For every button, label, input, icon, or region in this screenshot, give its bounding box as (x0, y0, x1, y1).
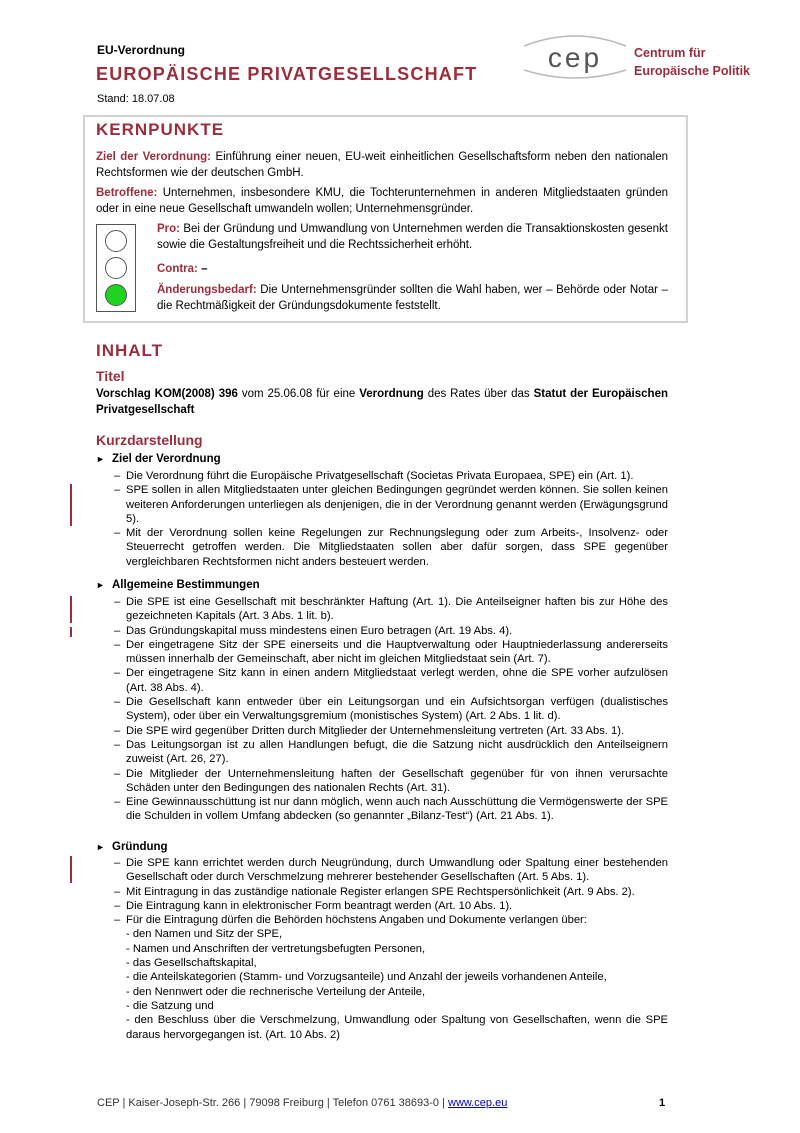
footer (97, 1097, 507, 1109)
titel-text (96, 387, 668, 418)
section-heading-ziel-text: Ziel der Verordnung (112, 453, 221, 465)
titel-verordnung: Verordnung (359, 388, 424, 400)
list-item: – SPE sollen in allen Mitgliedstaaten unter gleichen Bedingungen gegründet werden können. Sie sollen keinen weiteren Anforderungen unterliegen als denjenigen, die in der Verordnung genannt werden (Erwägungsgrund 5). (114, 483, 668, 526)
section-list-allgemein (114, 595, 668, 824)
sub-list-item: - das Gesellschaftskapital, (126, 957, 257, 970)
sub-list-item: - Namen und Anschriften der vertretungsbefugten Personen, (126, 942, 426, 955)
sub-list-item: - die Anteilskategorien (Stamm- und Vorzugsanteile) und Anzahl der jeweils vorhandenen Anteile, (126, 971, 607, 984)
list-item: – Die Mitglieder der Unternehmensleitung haften der Gesellschaft gegenüber für von ihnen verursachte Schäden unter den Bedingungen des nationalen Rechts (Art. 31). (114, 767, 668, 796)
org-name-line1: Centrum für (634, 46, 706, 60)
change-bar (70, 627, 72, 637)
section-list-ziel (114, 469, 668, 569)
aenderungsbedarf-paragraph (157, 283, 668, 314)
triangle-bullet-icon: ► (96, 580, 105, 590)
list-item-text: Für die Eintragung dürfen die Behörden höchstens Angaben und Dokumente verlangen über: (126, 914, 587, 927)
betroffene-label: Betroffene: (96, 187, 158, 199)
triangle-bullet-icon: ► (96, 454, 105, 464)
list-item: – Die Gesellschaft kann entweder über ein Leitungsorgan und ein Aufsichtsorgan verfügen (dualistisches System), oder über ein Verwaltungsgremium (monistisches System) (Art. 2 Abs. 1 lit. d). (114, 695, 668, 724)
eintragung-sublist (126, 927, 668, 1041)
titel-proposal: Vorschlag KOM(2008) 396 (96, 388, 238, 400)
list-item: – Die SPE wird gegenüber Dritten durch Mitglieder der Unternehmensleitung vertreten (Art. 33 Abs. 1). (114, 724, 668, 738)
pro-text: Bei der Gründung und Umwandlung von Unternehmen werden die Transaktionskosten gesenkt sowie die Gestaltungsfreiheit und die Rechtssicherheit erhöht. (157, 223, 668, 251)
traffic-light-bottom-lamp (105, 284, 127, 306)
contra-text: – (197, 263, 208, 275)
organization-name (634, 44, 750, 80)
document-type: EU-Verordnung (97, 43, 186, 57)
titel-text-part2: des Rates über das (423, 388, 534, 400)
titel-statut: Statut der Europäischen Privatgesellschaft (96, 388, 668, 416)
titel-text-part1: vom 25.06.08 für eine (237, 388, 360, 400)
ziel-text: Einführung einer neuen, EU-weit einheitlichen Gesellschaftsform neben den nationalen Rechtsformen wie der deutschen GmbH. (96, 151, 668, 179)
traffic-light-icon (96, 224, 136, 312)
list-item: – Die Eintragung kann in elektronischer Form beantragt werden (Art. 10 Abs. 1). (114, 899, 668, 913)
change-bar (70, 856, 72, 883)
aenderungsbedarf-label: Änderungsbedarf: (157, 284, 257, 296)
list-item: – Die SPE kann errichtet werden durch Neugründung, durch Umwandlung oder Spaltung einer bestehenden Gesellschaft oder durch Verschmelzung mehrerer bestehender Gesellschaften (Art. 5 Abs. 1). (114, 856, 668, 885)
section-heading-gruendung-text: Gründung (112, 841, 168, 853)
betroffene-text: Unternehmen, insbesondere KMU, die Tochterunternehmen in anderen Mitgliedstaaten gründen oder in eine neue Gesellschaft umwandeln wollen; Unternehmensgründer. (96, 187, 668, 215)
document-date: Stand: 18.07.08 (97, 93, 175, 105)
ziel-paragraph (96, 150, 668, 181)
list-item: – Der eingetragene Sitz der SPE einerseits und die Hauptverwaltung oder Hauptniederlassung andererseits müssen innerhalb der Gemeinschaft, aber nicht im gleichen Mitgliedstaat sein (Art. 7). (114, 638, 668, 667)
cep-logo (520, 30, 630, 82)
traffic-light-top-lamp (105, 230, 127, 252)
page-number: 1 (659, 1097, 666, 1109)
triangle-bullet-icon: ► (96, 842, 105, 852)
sub-list-item: - den Nennwert oder die rechnerische Verteilung der Anteile, (126, 985, 426, 998)
list-item (114, 913, 668, 1042)
kernpunkte-heading: KERNPUNKTE (96, 120, 225, 139)
list-item: – Das Gründungskapital muss mindestens einen Euro betragen (Art. 19 Abs. 4). (114, 624, 668, 638)
logo-text: cep (547, 42, 603, 73)
change-bar (70, 596, 72, 623)
pro-paragraph (157, 222, 668, 253)
section-heading-gruendung (96, 841, 168, 853)
betroffene-paragraph (96, 186, 668, 217)
traffic-light-middle-lamp (105, 257, 127, 279)
titel-heading: Titel (96, 368, 125, 384)
change-bar (70, 484, 72, 526)
list-item: – Das Leitungsorgan ist zu allen Handlungen befugt, die die Satzung nicht ausdrücklich den Anteilseignern zuweist (Art. 26, 27). (114, 738, 668, 767)
list-item: – Mit der Verordnung sollen keine Regelungen zur Rechnungslegung oder zum Arbeits-, Insolvenz- oder Steuerrecht getroffen werden. Die Mitgliedstaaten sollen aber dafür sorgen, dass SPE gegenüber vergleichbaren Rechtsformen nicht anders besteuert werden. (114, 526, 668, 569)
section-list-gruendung (114, 856, 668, 1042)
list-item: – Mit Eintragung in das zuständige nationale Register erlangen SPE Rechtspersönlichkeit (Art. 9 Abs. 2). (114, 885, 668, 899)
list-item: – Die Verordnung führt die Europäische Privatgesellschaft (Societas Privata Europaea, SPE) ein (Art. 1). (114, 469, 668, 483)
org-name-line2: Europäische Politik (634, 64, 751, 78)
list-item: – Die SPE ist eine Gesellschaft mit beschränkter Haftung (Art. 1). Die Anteilseigner haften bis zur Höhe des gezeichneten Kapitals (Art. 3 Abs. 1 lit. b). (114, 595, 668, 624)
list-item: – Eine Gewinnausschüttung ist nur dann möglich, wenn auch nach Ausschüttung die Vermögenswerte der SPE die Schulden in vollem Umfang abdecken (so genannter „Bilanz-Test“) (Art. 21 Abs. 1). (114, 795, 668, 824)
footer-website-link[interactable]: www.cep.eu (448, 1097, 508, 1109)
sub-list-item: - den Beschluss über die Verschmelzung, Umwandlung oder Spaltung von Gesellschaften, wenn die SPE daraus hervorgegangen ist. (Art. 10 Abs. 2) (126, 1014, 668, 1041)
ziel-label: Ziel der Verordnung: (96, 151, 211, 163)
section-heading-allgemein-text: Allgemeine Bestimmungen (112, 579, 260, 591)
footer-address: CEP | Kaiser-Joseph-Str. 266 | 79098 Freiburg | Telefon 0761 38693-0 | (97, 1097, 449, 1109)
inhalt-heading: INHALT (96, 341, 164, 360)
contra-label: Contra: (157, 263, 198, 275)
document-title: EUROPÄISCHE PRIVATGESELLSCHAFT (96, 64, 478, 84)
sub-list-item: - den Namen und Sitz der SPE, (126, 928, 283, 941)
list-item: – Der eingetragene Sitz kann in einen andern Mitgliedstaat verlegt werden, ohne die SPE vorher aufzulösen (Art. 38 Abs. 4). (114, 666, 668, 695)
contra-paragraph (157, 262, 668, 278)
aenderungsbedarf-text: Die Unternehmensgründer sollten die Wahl haben, wer – Behörde oder Notar – die Rechtmäßigkeit der Gründungsdokumente feststellt. (157, 284, 668, 312)
sub-list-item: - die Satzung und (126, 999, 214, 1012)
section-heading-ziel (96, 453, 221, 465)
section-heading-allgemein (96, 579, 260, 591)
kurzdarstellung-heading: Kurzdarstellung (96, 432, 203, 448)
pro-label: Pro: (157, 223, 180, 235)
